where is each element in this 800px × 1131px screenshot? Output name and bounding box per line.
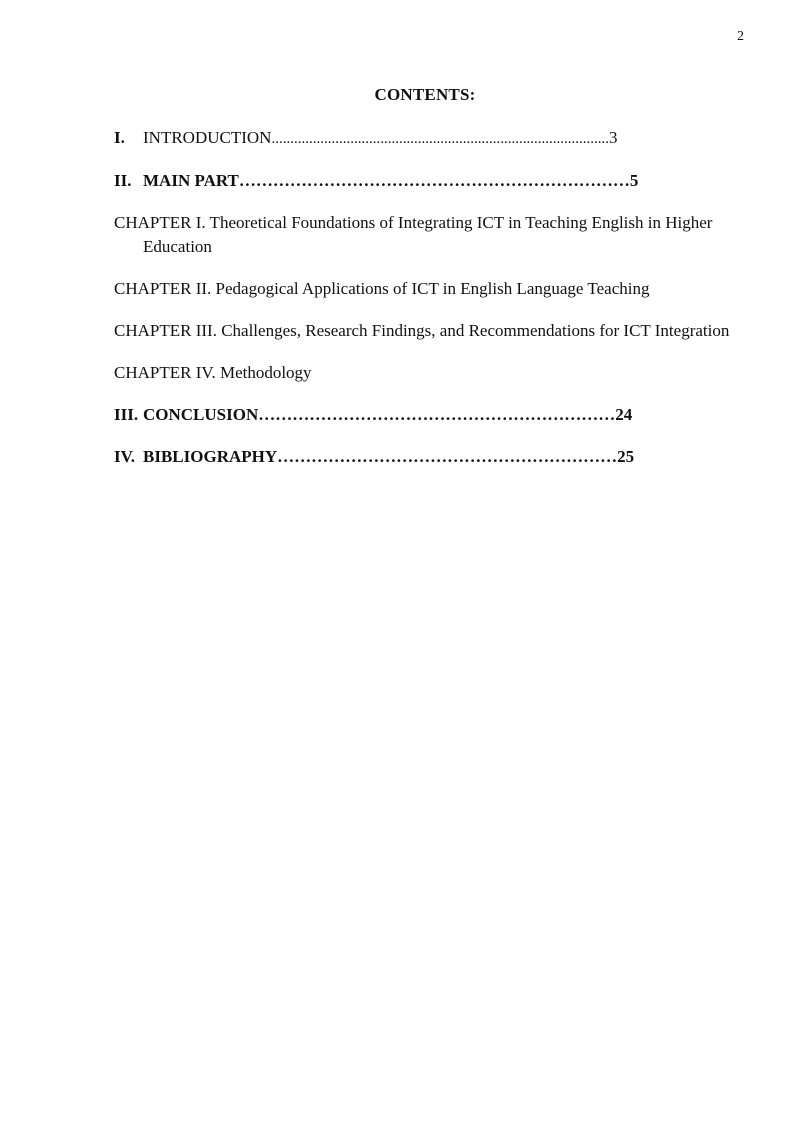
toc-entry-page: 25 [617, 447, 635, 466]
toc-entry-main-part[interactable] [114, 169, 734, 193]
toc-entry-bibliography[interactable] [114, 445, 734, 469]
toc-entry-introduction[interactable] [114, 126, 734, 151]
toc-entry-chapter-4[interactable]: CHAPTER IV. Methodology [114, 363, 312, 382]
toc-entry-chapter-2[interactable]: CHAPTER II. Pedagogical Applications of ICT in English Language Teaching [114, 279, 650, 298]
toc-leader-dots: .......................................................................................... [271, 131, 609, 147]
toc-leader-dots: …………………………………………………………… [238, 171, 630, 190]
toc-entry-number: II. [114, 171, 132, 190]
toc-entry-conclusion[interactable] [114, 403, 734, 427]
toc-entry-number: IV. [114, 447, 135, 466]
page-number: 2 [737, 29, 744, 44]
toc-leader-dots: ……………………………………………………… [258, 405, 616, 424]
toc-entry-number: III. [114, 405, 139, 424]
toc-entry-number: I. [114, 128, 125, 147]
toc-entry-page: 5 [629, 171, 639, 190]
toc-entry-label: INTRODUCTION [143, 128, 272, 147]
toc-entry-label: BIBLIOGRAPHY [143, 447, 278, 466]
toc-entry-chapter-3[interactable]: CHAPTER III. Challenges, Research Findings, and Recommendations for ICT Integration [114, 321, 730, 340]
table-of-contents [114, 126, 734, 487]
page-title: CONTENTS: [374, 85, 476, 104]
toc-entry-page: 24 [615, 405, 633, 424]
toc-leader-dots: …………………………………………………… [277, 447, 618, 466]
toc-entry-label: MAIN PART [143, 171, 239, 190]
toc-entry-label: CONCLUSION [143, 405, 259, 424]
toc-entry-page: 3 [608, 128, 618, 147]
toc-entry-chapter-1[interactable]: CHAPTER I. Theoretical Foundations of Integrating ICT in Teaching English in Higher Education [114, 213, 713, 256]
